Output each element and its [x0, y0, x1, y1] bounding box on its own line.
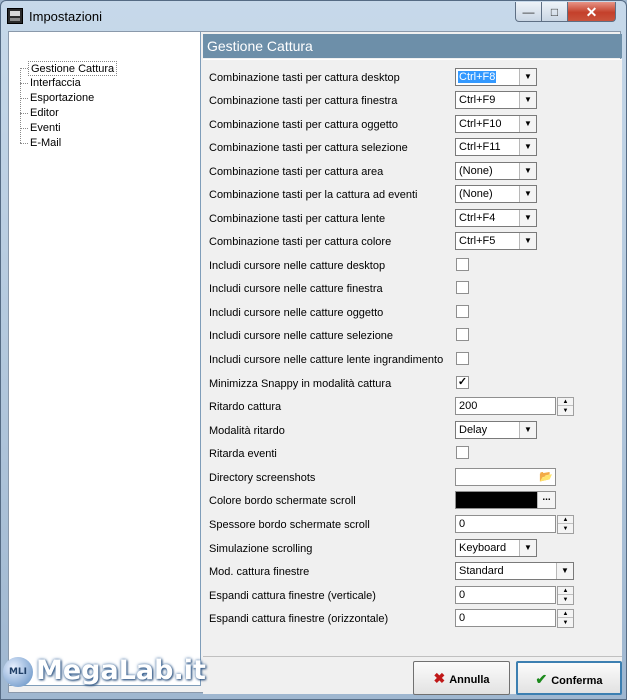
setting-label: Espandi cattura finestre (verticale): [209, 590, 376, 602]
ellipsis-icon[interactable]: ...: [537, 492, 555, 508]
chevron-down-icon[interactable]: ▼: [519, 139, 536, 155]
dropdown-value: Ctrl+F11: [459, 141, 501, 153]
delay-events-checkbox[interactable]: [456, 446, 469, 459]
setting-label: Combinazione tasti per cattura area: [209, 166, 384, 178]
border-width-spinner[interactable]: [557, 515, 574, 534]
dialog-footer: [203, 656, 622, 694]
checkmark-icon: ✔: [535, 671, 548, 687]
setting-label: Minimizza Snappy in modalità cattura: [209, 378, 392, 390]
minimize-button[interactable]: —: [515, 2, 542, 22]
confirm-button-label: Conferma: [551, 675, 603, 687]
setting-label: Directory screenshots: [209, 472, 316, 484]
minimize-checkbox[interactable]: ✓: [457, 376, 468, 388]
setting-row: [203, 232, 622, 252]
setting-row: [203, 209, 622, 229]
chevron-down-icon[interactable]: ▼: [519, 422, 536, 438]
setting-row: [203, 515, 622, 535]
setting-label: Spessore bordo schermate scroll: [209, 519, 370, 531]
tree-item-interfaccia[interactable]: Interfaccia: [30, 77, 81, 89]
scroll-simulation-dropdown[interactable]: [455, 539, 537, 557]
setting-label: Combinazione tasti per cattura finestra: [209, 95, 398, 107]
chevron-down-icon[interactable]: ▼: [519, 540, 536, 556]
cancel-button-label: Annulla: [449, 674, 490, 686]
setting-label: Combinazione tasti per cattura lente: [209, 213, 386, 225]
hotkey-selection-dropdown[interactable]: [455, 138, 537, 156]
input-value: 0: [459, 518, 466, 530]
spin-up-icon[interactable]: ▲: [558, 610, 573, 618]
tree-connector: [20, 68, 21, 143]
setting-label: Includi cursore nelle catture oggetto: [209, 307, 384, 319]
setting-row: [203, 279, 622, 299]
hotkey-window-dropdown[interactable]: [455, 91, 537, 109]
tree-connector: [20, 83, 28, 84]
delay-spinner[interactable]: [557, 397, 574, 416]
spin-up-icon[interactable]: ▲: [558, 398, 573, 406]
dropdown-value: Standard: [459, 565, 504, 577]
dropdown-value: (None): [459, 188, 493, 200]
settings-tree: [9, 32, 201, 686]
cursor-object-checkbox[interactable]: [456, 305, 469, 318]
setting-label: Combinazione tasti per cattura colore: [209, 236, 392, 248]
watermark-text: MegaLab.it: [36, 655, 206, 686]
tree-connector: [20, 143, 28, 144]
input-value: 200: [459, 400, 478, 412]
folder-open-icon[interactable]: 📂: [539, 471, 553, 483]
delay-mode-dropdown[interactable]: [455, 421, 537, 439]
tree-item-gestione-cattura[interactable]: Gestione Cattura: [28, 61, 117, 76]
dropdown-value: Ctrl+F10: [459, 118, 502, 130]
color-swatch[interactable]: [456, 492, 537, 508]
watermark-logo: [3, 655, 206, 695]
setting-row: [203, 491, 622, 511]
cursor-desktop-checkbox[interactable]: [456, 258, 469, 271]
dropdown-value: Ctrl+F9: [459, 94, 496, 106]
spin-down-icon[interactable]: ▼: [562, 597, 569, 603]
setting-row: [203, 326, 622, 346]
dialog-body: [8, 31, 621, 693]
maximize-button[interactable]: □: [541, 2, 568, 22]
setting-row: [203, 609, 622, 629]
setting-label: Includi cursore nelle catture desktop: [209, 260, 386, 272]
hotkey-events-dropdown[interactable]: [455, 185, 537, 203]
input-value: 0: [459, 589, 466, 601]
setting-label: Combinazione tasti per cattura oggetto: [209, 119, 398, 131]
setting-row: [203, 185, 622, 205]
setting-row: [203, 256, 622, 276]
setting-label: Espandi cattura finestre (orizzontale): [209, 613, 389, 625]
setting-row: [203, 562, 622, 582]
expand-horizontal-input[interactable]: [455, 609, 556, 627]
setting-row: [203, 468, 622, 488]
hotkey-lens-dropdown[interactable]: [455, 209, 537, 227]
watermark-emblem: MLI: [3, 657, 33, 687]
input-value: 0: [459, 612, 466, 624]
tree-connector: [20, 128, 28, 129]
setting-row: [203, 350, 622, 370]
setting-label: Ritardo cattura: [209, 401, 282, 413]
cancel-button[interactable]: [413, 661, 510, 695]
setting-label: Includi cursore nelle catture lente ingrandimento: [209, 354, 444, 366]
dropdown-value: Ctrl+F8: [459, 71, 496, 83]
setting-label: Mod. cattura finestre: [209, 566, 310, 578]
setting-row: [203, 115, 622, 135]
tree-connector: [20, 68, 28, 69]
setting-row: [203, 586, 622, 606]
setting-row: [203, 444, 622, 464]
setting-label: Simulazione scrolling: [209, 543, 313, 555]
delay-input[interactable]: [455, 397, 556, 415]
spin-up-icon[interactable]: ▲: [558, 587, 573, 595]
close-icon: ✖: [433, 670, 446, 686]
setting-row: [203, 91, 622, 111]
dropdown-value: Ctrl+F4: [459, 212, 496, 224]
dropdown-value: Delay: [459, 424, 488, 436]
hotkey-desktop-dropdown[interactable]: [455, 68, 537, 86]
tree-connector: [20, 98, 28, 99]
setting-row: [203, 162, 622, 182]
spin-down-icon[interactable]: ▼: [562, 408, 569, 414]
cursor-lens-checkbox[interactable]: [456, 352, 469, 365]
tree-item-esportazione[interactable]: Esportazione: [30, 92, 95, 104]
setting-row: [203, 539, 622, 559]
dropdown-value: (None): [459, 165, 493, 177]
chevron-down-icon[interactable]: ▼: [556, 563, 573, 579]
tree-item-editor[interactable]: Editor: [30, 107, 59, 119]
setting-label: Combinazione tasti per cattura selezione: [209, 142, 408, 154]
setting-label: Combinazione tasti per cattura desktop: [209, 72, 400, 84]
chevron-down-icon[interactable]: ▼: [519, 210, 536, 226]
setting-label: Combinazione tasti per la cattura ad eventi: [209, 189, 418, 201]
window-title: Impostazioni: [29, 9, 102, 24]
chevron-down-icon[interactable]: ▼: [519, 233, 536, 249]
window-capture-mode-dropdown[interactable]: [455, 562, 574, 580]
chevron-down-icon[interactable]: ▼: [519, 186, 536, 202]
dropdown-value: Ctrl+F5: [459, 235, 496, 247]
hotkey-object-dropdown[interactable]: [455, 115, 537, 133]
setting-row: [203, 68, 622, 88]
app-icon: [7, 8, 23, 24]
tree-item-email[interactable]: E-Mail: [30, 137, 62, 149]
tree-connector: [20, 113, 28, 114]
close-button[interactable]: ✕: [567, 2, 616, 22]
cursor-selection-checkbox[interactable]: [456, 328, 469, 341]
setting-row: [203, 303, 622, 323]
setting-label: Includi cursore nelle catture finestra: [209, 283, 383, 295]
setting-label: Colore bordo schermate scroll: [209, 495, 356, 507]
settings-panel: [203, 59, 622, 656]
setting-label: Modalità ritardo: [209, 425, 285, 437]
directory-input[interactable]: [455, 468, 556, 486]
setting-row: [203, 397, 622, 417]
setting-label: Ritarda eventi: [209, 448, 277, 460]
expand-horizontal-spinner[interactable]: [557, 609, 574, 628]
expand-vertical-spinner[interactable]: [557, 586, 574, 605]
chevron-down-icon[interactable]: ▼: [519, 116, 536, 132]
setting-row: [203, 421, 622, 441]
setting-row: [203, 138, 622, 158]
section-title: Gestione Cattura: [203, 34, 622, 58]
border-width-input[interactable]: [455, 515, 556, 533]
confirm-button[interactable]: [516, 661, 622, 695]
hotkey-color-dropdown[interactable]: [455, 232, 537, 250]
tree-item-eventi[interactable]: Eventi: [30, 122, 61, 134]
chevron-down-icon[interactable]: ▼: [519, 69, 536, 85]
expand-vertical-input[interactable]: [455, 586, 556, 604]
chevron-down-icon[interactable]: ▼: [519, 92, 536, 108]
spin-down-icon[interactable]: ▼: [562, 620, 569, 626]
spin-up-icon[interactable]: ▲: [558, 516, 573, 524]
setting-label: Includi cursore nelle catture selezione: [209, 330, 394, 342]
setting-row: [203, 374, 622, 394]
hotkey-area-dropdown[interactable]: [455, 162, 537, 180]
chevron-down-icon[interactable]: ▼: [519, 163, 536, 179]
spin-down-icon[interactable]: ▼: [562, 526, 569, 532]
dropdown-value: Keyboard: [459, 542, 507, 554]
title-bar[interactable]: [1, 1, 626, 31]
cursor-window-checkbox[interactable]: [456, 281, 469, 294]
border-color-picker[interactable]: [455, 491, 556, 509]
